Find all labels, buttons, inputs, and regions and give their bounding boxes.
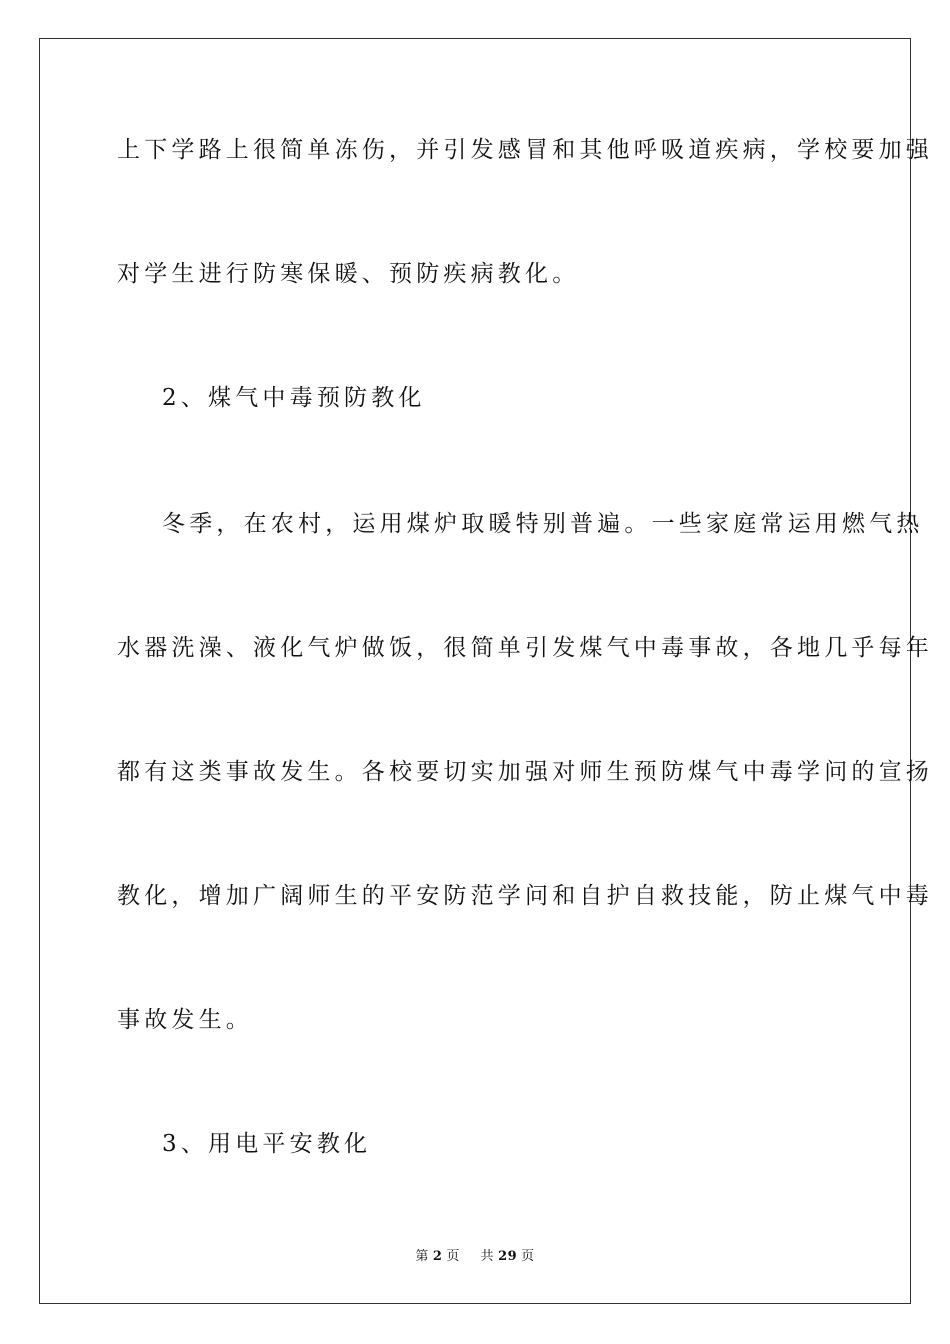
paragraph-line: 都有这类事故发生。各校要切实加强对师生预防煤气中毒学问的宣扬 (117, 759, 933, 785)
page-border (39, 38, 933, 1304)
paragraph-line: 水器洗澡、液化气炉做饭，很简单引发煤气中毒事故，各地几乎每年 (117, 635, 933, 661)
section-heading: 3、用电平安教化 (162, 1131, 372, 1157)
paragraph-line: 上下学路上很简单冻伤，并引发感冒和其他呼吸道疾病，学校要加强 (117, 137, 933, 163)
paragraph-line: 事故发生。 (117, 1007, 253, 1033)
total-pages-indicator: 共 29 页 (480, 1249, 535, 1264)
section-heading: 2、煤气中毒预防教化 (162, 385, 426, 411)
page-indicator: 第 2 页 (415, 1249, 460, 1264)
paragraph-line: 对学生进行防寒保暖、预防疾病教化。 (117, 261, 580, 287)
page-footer (0, 1245, 950, 1264)
paragraph-line: 冬季，在农村，运用煤炉取暖特别普遍。一些家庭常运用燃气热 (162, 511, 924, 537)
paragraph-line: 教化，增加广阔师生的平安防范学问和自护自救技能，防止煤气中毒 (117, 883, 933, 909)
